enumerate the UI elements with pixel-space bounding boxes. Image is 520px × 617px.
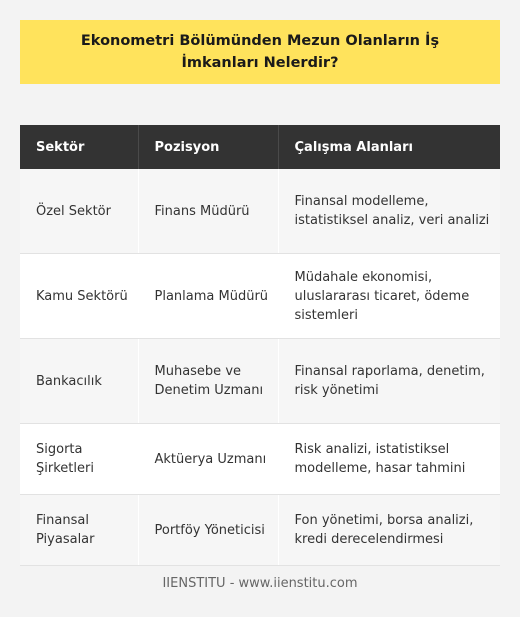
page-title: Ekonometri Bölümünden Mezun Olanların İş İmkanları Nelerdir? [80,33,440,71]
cell-work-areas: Fon yönetimi, borsa analizi, kredi derecelendirmesi [278,495,500,566]
table-row [20,169,500,254]
cell-work-areas: Finansal modelleme, istatistiksel analiz, veri analizi [278,169,500,254]
cell-work-areas: Finansal raporlama, denetim, risk yönetimi [278,339,500,424]
table-row [20,254,500,339]
header-position: Pozisyon [138,125,278,169]
header-work-areas: Çalışma Alanları [278,125,500,169]
cell-position: Portföy Yöneticisi [138,495,278,566]
footer-credit: IIENSTITU - www.iienstitu.com [162,576,358,591]
cell-position: Planlama Müdürü [138,254,278,339]
cell-work-areas: Müdahale ekonomisi, uluslararası ticaret, ödeme sistemleri [278,254,500,339]
table-row [20,339,500,424]
cell-sector: Finansal Piyasalar [20,495,138,566]
table-row [20,424,500,495]
table-header-row [20,125,500,169]
cell-position: Finans Müdürü [138,169,278,254]
cell-sector: Özel Sektör [20,169,138,254]
career-table [20,125,500,566]
table-row [20,495,500,566]
cell-work-areas: Risk analizi, istatistiksel modelleme, hasar tahmini [278,424,500,495]
cell-sector: Bankacılık [20,339,138,424]
header-sector: Sektör [20,125,138,169]
cell-position: Muhasebe ve Denetim Uzmanı [138,339,278,424]
cell-sector: Sigorta Şirketleri [20,424,138,495]
title-banner [20,20,500,84]
cell-position: Aktüerya Uzmanı [138,424,278,495]
cell-sector: Kamu Sektörü [20,254,138,339]
